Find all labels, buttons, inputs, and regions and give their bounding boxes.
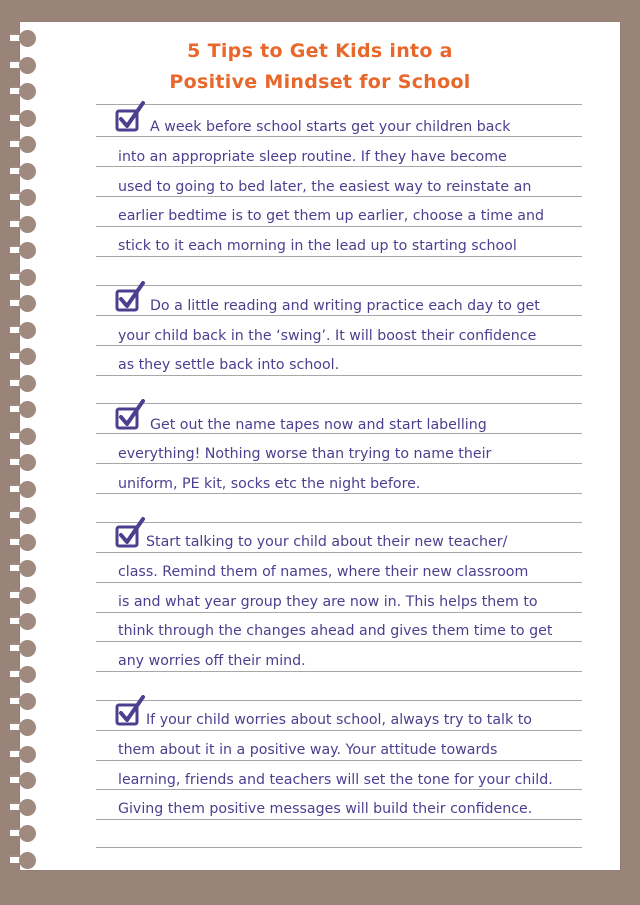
tip-3-line-2: everything! Nothing worse than trying to name their bbox=[118, 446, 492, 462]
tip-4-line-5: any worries off their mind. bbox=[118, 653, 306, 669]
spiral-hole bbox=[19, 163, 36, 180]
tip-2-line-3: as they settle back into school. bbox=[118, 357, 340, 373]
ruled-line bbox=[96, 522, 582, 523]
tip-1-line-5: stick to it each morning in the lead up to starting school bbox=[118, 238, 517, 254]
ruled-line bbox=[96, 582, 582, 583]
spiral-hole bbox=[19, 481, 36, 498]
spiral-hole bbox=[19, 799, 36, 816]
page-title-line-1: 5 Tips to Get Kids into a bbox=[187, 40, 453, 62]
tip-5-line-1: If your child worries about school, always try to talk to bbox=[146, 712, 532, 728]
spiral-hole bbox=[19, 666, 36, 683]
ruled-line bbox=[96, 552, 582, 553]
spiral-hole bbox=[19, 295, 36, 312]
tip-1-line-1: A week before school starts get your children back bbox=[150, 119, 511, 135]
ruled-line bbox=[96, 285, 582, 286]
spiral-hole bbox=[19, 640, 36, 657]
tip-1-line-4: earlier bedtime is to get them up earlier, choose a time and bbox=[118, 208, 544, 224]
tip-5-line-4: Giving them positive messages will build their confidence. bbox=[118, 801, 533, 817]
spiral-hole bbox=[19, 428, 36, 445]
tip-2-line-2: your child back in the ‘swing’. It will boost their confidence bbox=[118, 328, 537, 344]
ruled-line bbox=[96, 760, 582, 761]
ruled-line bbox=[96, 847, 582, 848]
checkbox-check-icon bbox=[114, 100, 148, 134]
spiral-hole bbox=[19, 772, 36, 789]
spiral-hole bbox=[19, 348, 36, 365]
spiral-hole bbox=[19, 454, 36, 471]
ruled-line bbox=[96, 700, 582, 701]
ruled-line bbox=[96, 641, 582, 642]
tip-1-line-2: into an appropriate sleep routine. If they have become bbox=[118, 149, 507, 165]
ruled-line bbox=[96, 256, 582, 257]
ruled-line bbox=[96, 403, 582, 404]
spiral-hole bbox=[19, 216, 36, 233]
checkbox-check-icon bbox=[114, 694, 148, 728]
ruled-line bbox=[96, 375, 582, 376]
spiral-hole bbox=[19, 136, 36, 153]
spiral-hole bbox=[19, 613, 36, 630]
spiral-hole bbox=[19, 322, 36, 339]
tip-4-line-3: is and what year group they are now in. This helps them to bbox=[118, 594, 538, 610]
tip-1-line-3: used to going to bed later, the easiest way to reinstate an bbox=[118, 179, 532, 195]
tip-3-line-1: Get out the name tapes now and start labelling bbox=[150, 417, 487, 433]
page-title-line-2: Positive Mindset for School bbox=[169, 71, 471, 93]
ruled-line bbox=[96, 104, 582, 105]
ruled-line bbox=[96, 819, 582, 820]
spiral-hole bbox=[19, 560, 36, 577]
checkbox-check-icon bbox=[114, 398, 148, 432]
spiral-hole bbox=[19, 375, 36, 392]
spiral-hole bbox=[19, 587, 36, 604]
tip-2-line-1: Do a little reading and writing practice each day to get bbox=[150, 298, 540, 314]
spiral-hole bbox=[19, 242, 36, 259]
checkbox-check-icon bbox=[114, 280, 148, 314]
spiral-hole bbox=[19, 189, 36, 206]
spiral-hole bbox=[19, 269, 36, 286]
ruled-line bbox=[96, 612, 582, 613]
spiral-hole bbox=[19, 534, 36, 551]
spiral-hole bbox=[19, 110, 36, 127]
tip-4-line-1: Start talking to your child about their new teacher/ bbox=[146, 534, 508, 550]
tip-4-line-4: think through the changes ahead and gives them time to get bbox=[118, 623, 553, 639]
tip-5-line-3: learning, friends and teachers will set the tone for your child. bbox=[118, 772, 553, 788]
spiral-hole bbox=[19, 852, 36, 869]
spiral-hole bbox=[19, 746, 36, 763]
ruled-line bbox=[96, 730, 582, 731]
ruled-line bbox=[96, 671, 582, 672]
spiral-hole bbox=[19, 693, 36, 710]
spiral-hole bbox=[19, 507, 36, 524]
tip-4-line-2: class. Remind them of names, where their new classroom bbox=[118, 564, 529, 580]
ruled-line bbox=[96, 226, 582, 227]
spiral-hole bbox=[19, 719, 36, 736]
spiral-hole bbox=[19, 401, 36, 418]
checkbox-check-icon bbox=[114, 516, 148, 550]
tip-3-line-3: uniform, PE kit, socks etc the night before. bbox=[118, 476, 421, 492]
tip-5-line-2: them about it in a positive way. Your attitude towards bbox=[118, 742, 498, 758]
spiral-hole bbox=[19, 825, 36, 842]
